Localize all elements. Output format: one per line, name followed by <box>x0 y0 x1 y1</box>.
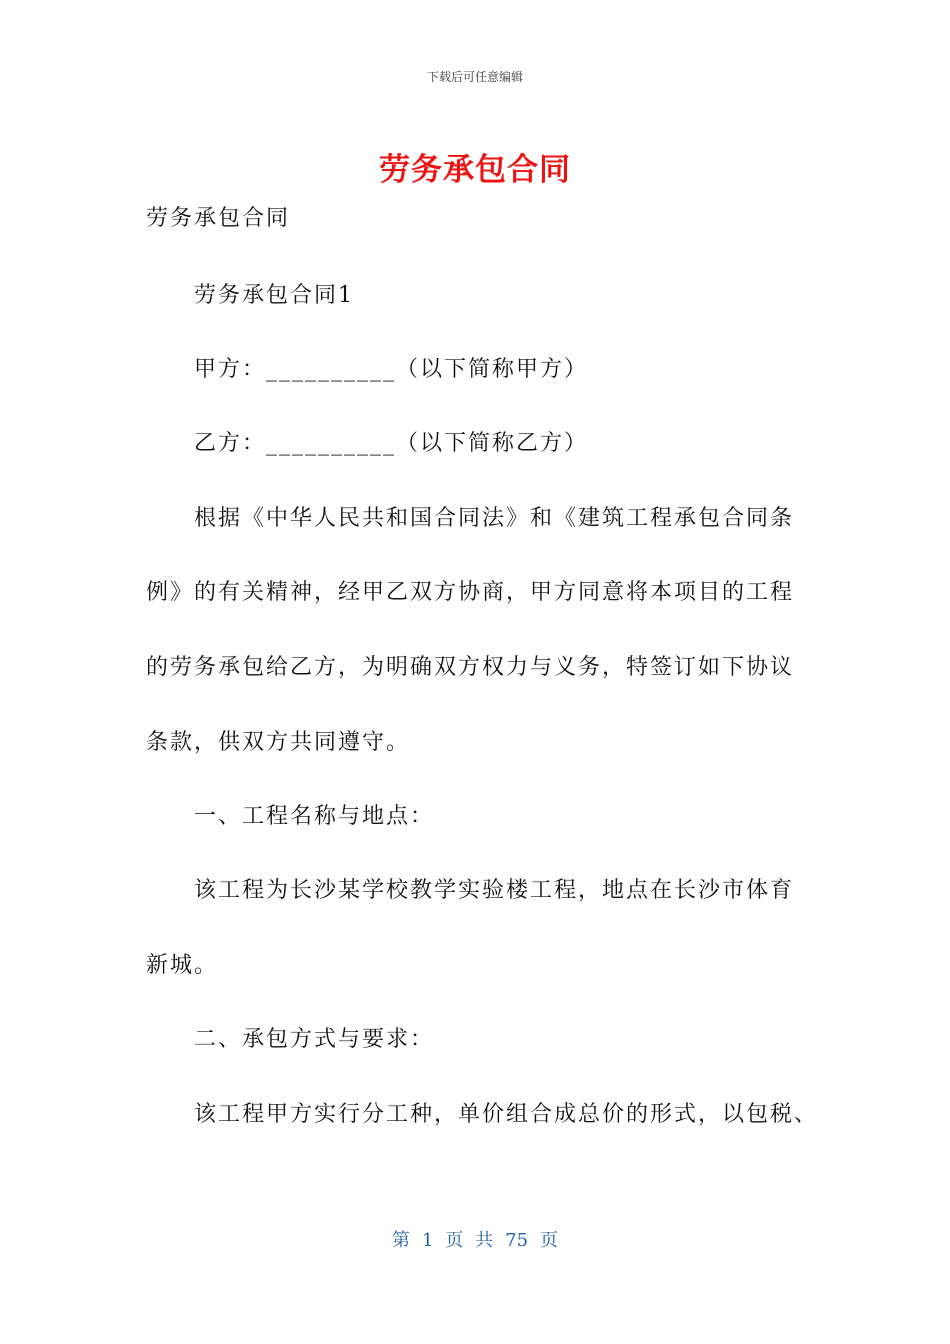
contract-heading: 劳务承包合同1 <box>194 283 354 308</box>
total-pages-number: 75 <box>505 1230 529 1251</box>
paragraph-line: 条款，供双方共同遵守。 <box>146 730 411 755</box>
paragraph-line: 根据《中华人民共和国合同法》和《建筑工程承包合同条 <box>194 506 795 531</box>
paragraph-line: 的劳务承包给乙方，为明确双方权力与义务，特签订如下协议 <box>146 655 795 680</box>
page-footer <box>0 1226 950 1252</box>
footer-prefix: 第 <box>391 1230 410 1251</box>
current-page-number: 1 <box>421 1230 434 1251</box>
paragraph-line: 新城。 <box>146 953 219 978</box>
section-heading: 一、工程名称与地点： <box>194 804 435 829</box>
footer-mid: 页 共 <box>445 1230 494 1251</box>
doc-subtitle: 劳务承包合同 <box>146 206 291 231</box>
footer-suffix: 页 <box>540 1230 559 1251</box>
document-title: 劳务承包合同 <box>379 152 571 188</box>
paragraph-line: 该工程为长沙某学校教学实验楼工程，地点在长沙市体育 <box>194 878 795 903</box>
section-heading: 二、承包方式与要求： <box>194 1027 435 1052</box>
paragraph-line: 该工程甲方实行分工种，单价组合成总价的形式，以包税、 <box>194 1102 819 1127</box>
paragraph-line: 例》的有关精神，经甲乙双方协商，甲方同意将本项目的工程 <box>146 580 795 605</box>
header-note: 下载后可任意编辑 <box>426 70 523 84</box>
party-a-line: 甲方：__________（以下简称甲方） <box>194 357 589 382</box>
party-b-line: 乙方：__________（以下简称乙方） <box>194 431 589 456</box>
